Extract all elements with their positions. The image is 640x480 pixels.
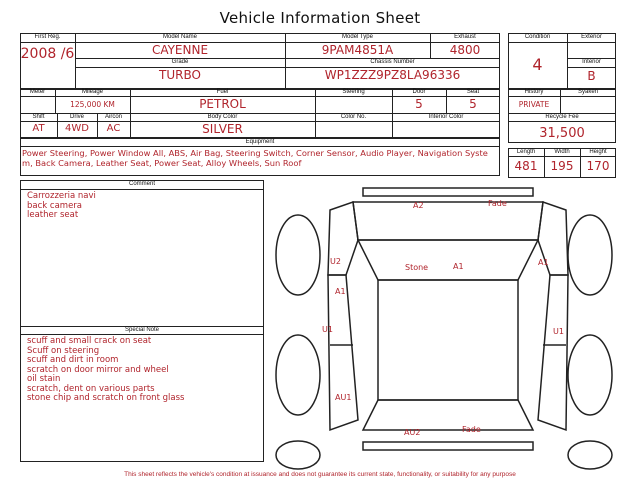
mileage-label: Mileage <box>81 89 103 95</box>
aircon-value: AC <box>106 123 121 134</box>
condition-label: Condition <box>524 34 551 40</box>
special-note-line: scratch, dent on various parts <box>27 383 155 394</box>
recycle-fee-label: Recycle Fee <box>545 114 579 120</box>
special-note-line: oil stain <box>27 374 61 384</box>
history-label: History <box>524 89 544 95</box>
shift-value: AT <box>32 123 45 134</box>
interior-color-label: Interior Color <box>428 114 464 120</box>
damage-mark-a1-right: A1 <box>538 258 549 267</box>
hood-outline <box>353 202 543 240</box>
special-note-label: Special Note <box>124 327 160 333</box>
damage-mark-fade-top: Fade <box>488 199 507 208</box>
chassis-number-value: WP1ZZZ9PZ8LA96336 <box>324 68 461 82</box>
equipment-value: Power Steering, Power Window All, ABS, Air Bag, Steering Switch, Corner Sensor, Audio Player, Navigation System, Back Camera, Leather Seat, Power Seat, Alloy Wheels, Sun Roof <box>22 148 488 168</box>
roof-outline <box>378 280 518 400</box>
comment-box <box>20 180 264 462</box>
meter-label: Meter <box>29 89 46 95</box>
damage-mark-a1-glass: A1 <box>453 262 464 271</box>
exhaust-value: 4800 <box>449 43 481 57</box>
spare-wheel-right <box>568 441 612 469</box>
shift-label: Shift <box>32 114 45 120</box>
damage-mark-u1-right: U1 <box>553 327 564 336</box>
fuel-label: Fuel <box>216 89 229 95</box>
mileage-value: 125,000 KM <box>70 100 115 109</box>
windshield-outline <box>358 240 538 280</box>
comment-line: back camera <box>27 200 82 211</box>
width-value: 195 <box>550 159 574 173</box>
model-type-value: 9PAM4851A <box>321 43 394 57</box>
grade-value: TURBO <box>159 68 201 82</box>
fuel-value: PETROL <box>199 97 246 111</box>
damage-mark-u2: U2 <box>330 257 341 266</box>
steering-label: Steering <box>342 89 365 95</box>
spare-wheel-left <box>276 441 320 469</box>
special-note-line: scratch on door mirror and wheel <box>27 364 169 375</box>
seat-label: Seat <box>466 89 480 95</box>
damage-mark-a1-left: A1 <box>335 287 346 296</box>
condition-value: 4 <box>532 55 543 74</box>
left-body-outline <box>328 275 358 430</box>
drive-value: 4WD <box>65 123 89 134</box>
damage-mark-stone: Stone <box>405 263 429 272</box>
color-no-label: Color No. <box>340 114 367 120</box>
damage-mark-a2: A2 <box>413 201 424 210</box>
special-note-line: Scuff on steering <box>27 345 100 356</box>
drive-label: Drive <box>69 114 84 120</box>
damage-mark-fade-bottom: Fade <box>462 425 481 434</box>
model-name-label: Model Name <box>162 34 197 40</box>
width-label: Width <box>554 149 570 155</box>
length-label: Length <box>516 149 536 155</box>
sheet-title: Vehicle Information Sheet <box>219 9 421 27</box>
history-value: PRIVATE <box>518 100 550 109</box>
comment-line: Carrozzeria navi <box>27 191 96 201</box>
height-label: Height <box>589 149 607 155</box>
exterior-label: Exterior <box>581 34 602 40</box>
first-reg-label: First Reg. <box>34 34 61 40</box>
right-rear-wheel <box>568 335 612 415</box>
model-name-value: CAYENNE <box>151 43 209 57</box>
special-note-line: stone chip and scratch on front glass <box>27 393 185 403</box>
recycle-fee-value: 31,500 <box>539 126 585 141</box>
left-rear-wheel <box>276 335 320 415</box>
chassis-number-label: Chassis Number <box>370 59 415 65</box>
special-note-line: scuff and small crack on seat <box>27 336 152 346</box>
comment-line: leather seat <box>27 210 79 220</box>
door-value: 5 <box>415 97 423 111</box>
first-reg-value: 2008 /6 <box>20 46 75 62</box>
right-front-wheel <box>568 215 612 295</box>
interior-value: B <box>587 69 596 83</box>
comment-label: Comment <box>128 181 155 187</box>
equipment-label: Equipment <box>245 139 275 145</box>
seat-value: 5 <box>469 97 477 111</box>
car-damage-diagram <box>268 180 620 470</box>
body-color-label: Body Color <box>207 114 238 120</box>
height-value: 170 <box>586 159 610 173</box>
damage-mark-au2: AU2 <box>404 428 421 437</box>
body-color-value: SILVER <box>202 122 243 136</box>
disclaimer-footer: This sheet reflects the vehicle's condition at issuance and does not guarantee its current state, functionality, or suitability for any purpose <box>124 471 516 478</box>
special-note-line: scuff and dirt in room <box>27 355 119 365</box>
syaken-label: Syaken <box>577 89 598 95</box>
front-bumper-outline <box>363 188 533 196</box>
model-type-label: Model Type <box>342 34 373 40</box>
special-note-lines <box>27 337 184 404</box>
right-body-outline <box>538 275 568 430</box>
left-front-wheel <box>276 215 320 295</box>
damage-mark-au1: AU1 <box>335 393 352 402</box>
rear-glass-outline <box>363 400 533 430</box>
length-value: 481 <box>514 159 538 173</box>
exhaust-label: Exhaust <box>454 34 476 40</box>
comment-lines <box>27 192 96 221</box>
door-label: Door <box>412 89 426 95</box>
aircon-label: Aircon <box>104 114 122 120</box>
grade-label: Grade <box>171 59 189 65</box>
rear-bumper-outline <box>363 442 533 450</box>
interior-label: Interior <box>582 59 601 65</box>
damage-mark-u1-left: U1 <box>322 325 333 334</box>
